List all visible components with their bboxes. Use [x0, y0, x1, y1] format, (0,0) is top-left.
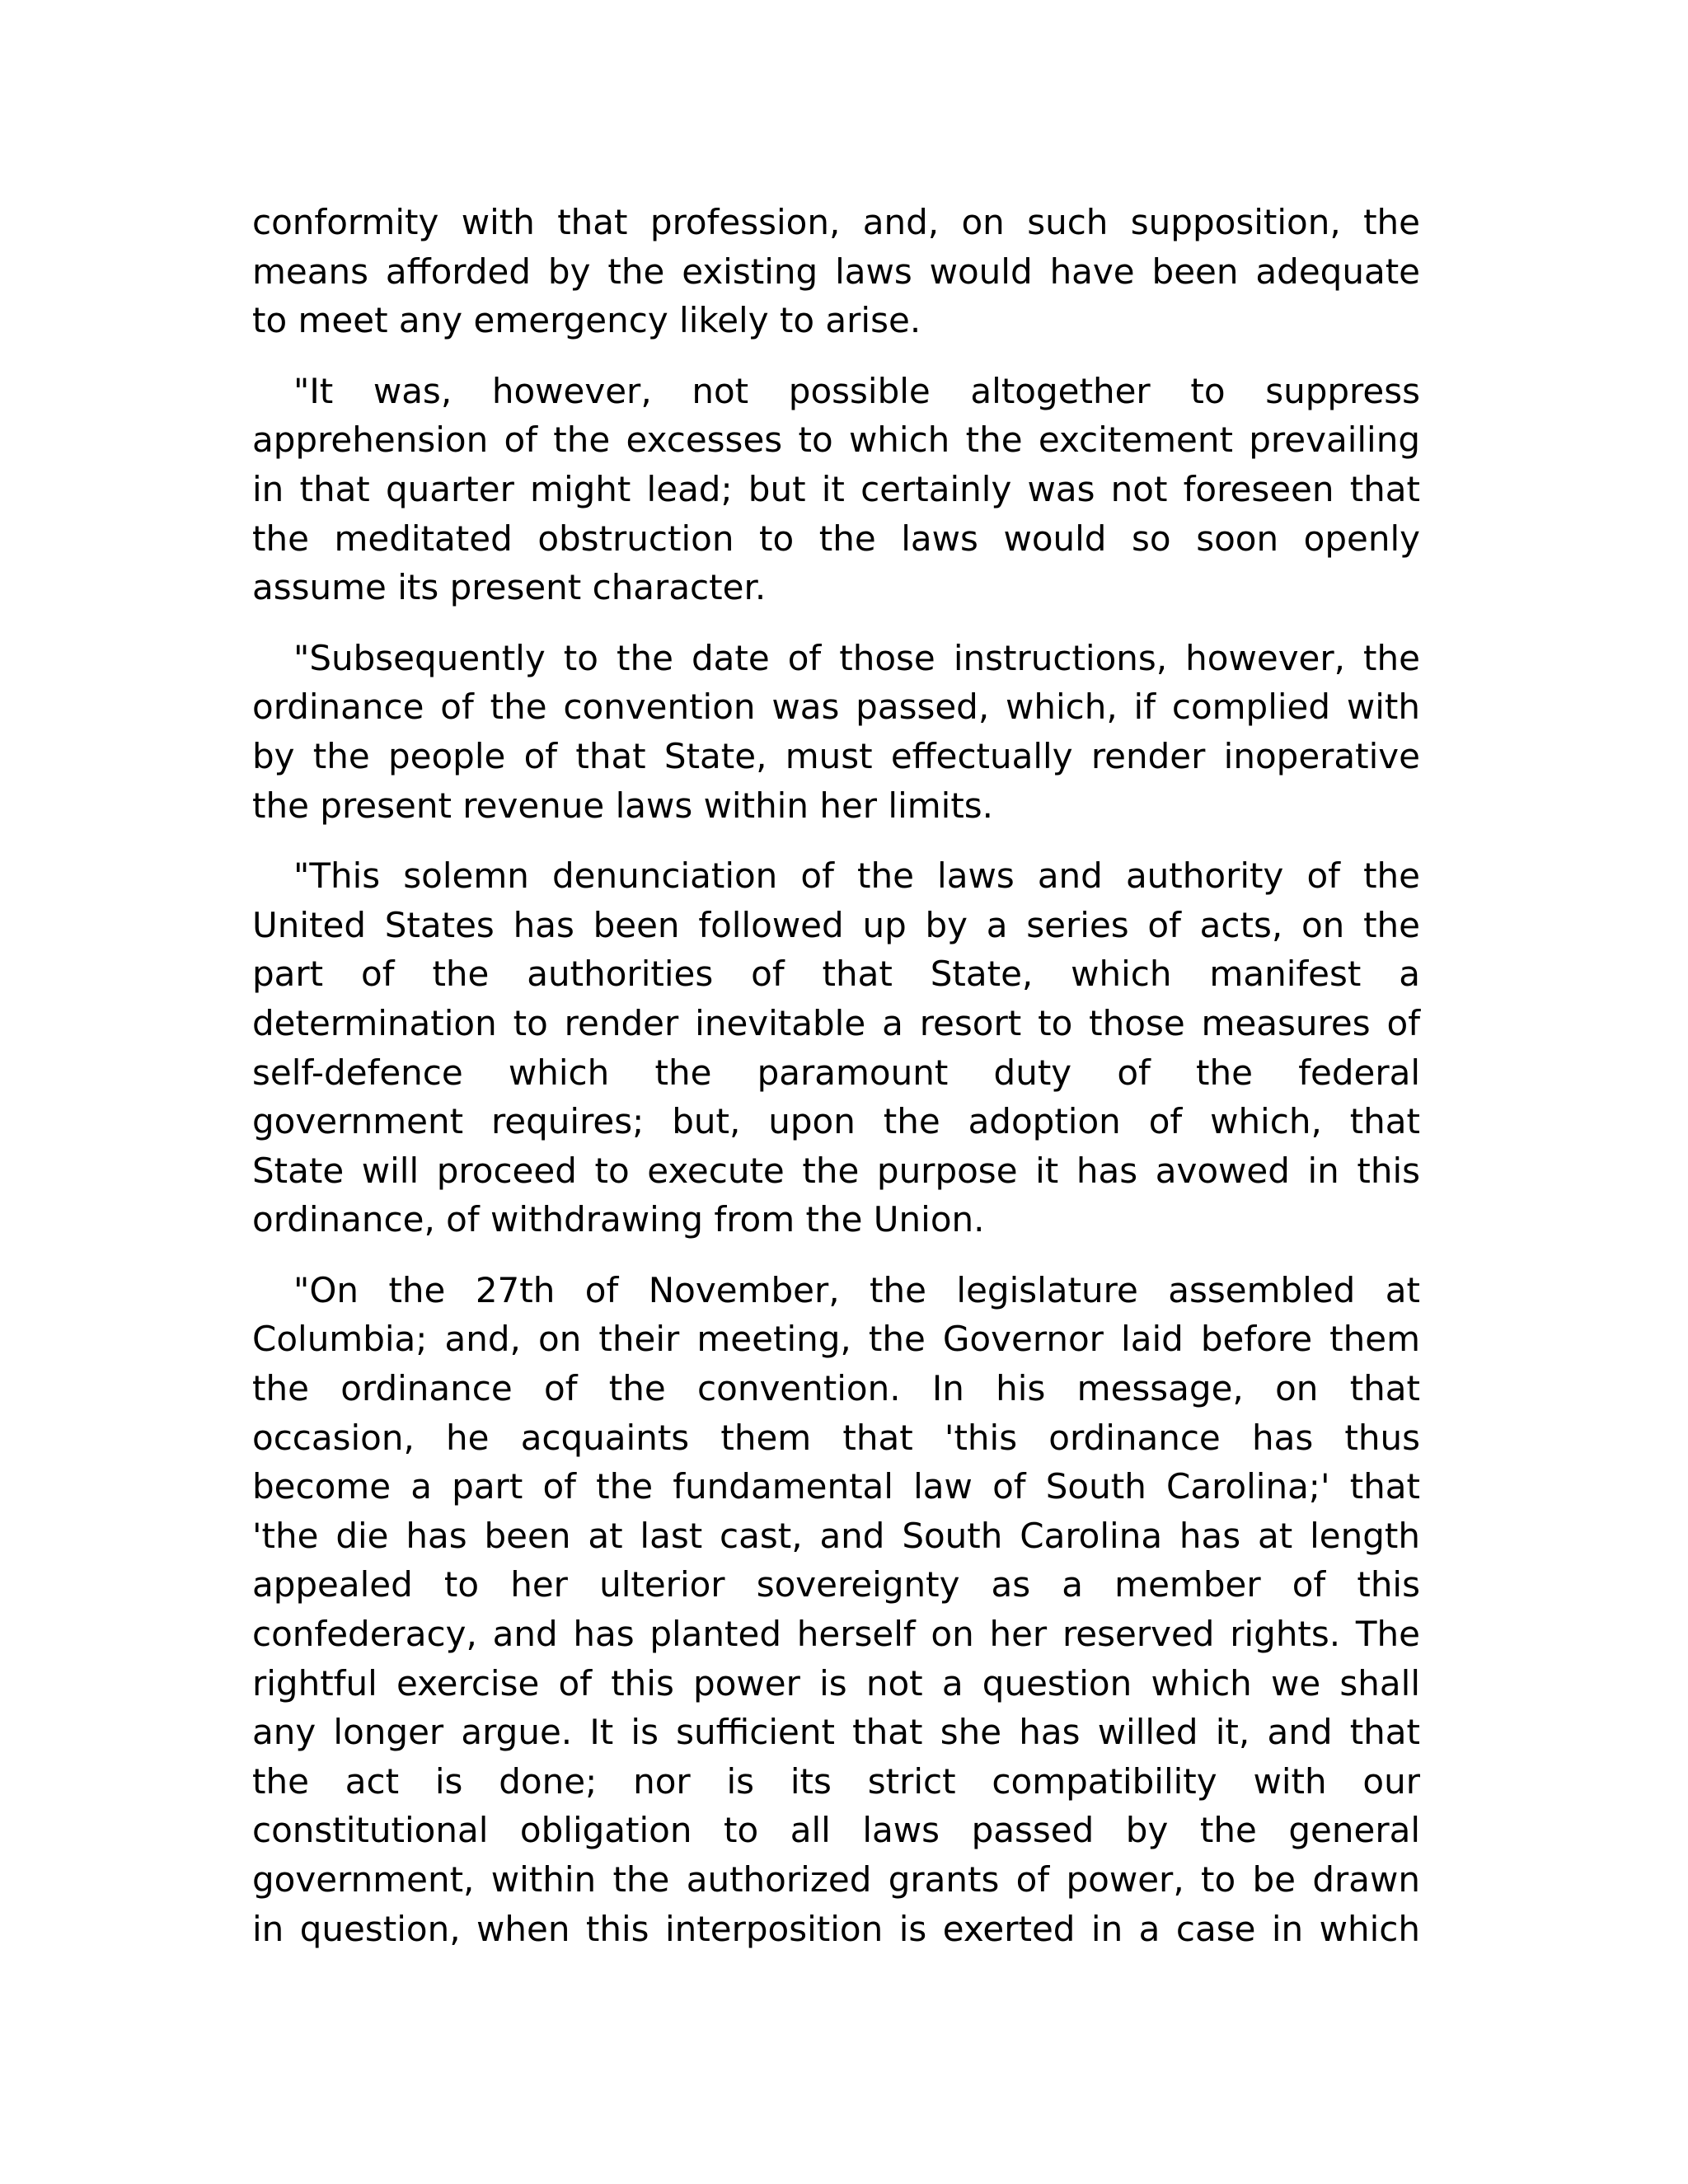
- paragraph: [252, 1266, 1420, 1953]
- text-line: constitutional obligation to all laws passed by the general: [252, 1810, 1420, 1851]
- text-line: ordinance, of withdrawing from the Union.: [252, 1199, 985, 1240]
- text-line: "It was, however, not possible altogether to suppress: [293, 370, 1420, 411]
- text-line: "Subsequently to the date of those instructions, however, the: [293, 637, 1420, 678]
- text-line: assume its present character.: [252, 567, 767, 608]
- text-line: to meet any emergency likely to arise.: [252, 300, 921, 341]
- text-line: conformity with that profession, and, on such supposition, the: [252, 202, 1420, 242]
- text-line: Columbia; and, on their meeting, the Governor laid before them: [252, 1319, 1420, 1360]
- document-body: [252, 198, 1420, 1953]
- text-line: government requires; but, upon the adoption of which, that: [252, 1101, 1420, 1142]
- paragraph: [252, 367, 1420, 612]
- text-line: rightful exercise of this power is not a question which we shall: [252, 1662, 1420, 1704]
- text-line: "This solemn denunciation of the laws and authority of the: [293, 855, 1420, 897]
- text-line: determination to render inevitable a resort to those measures of: [252, 1002, 1420, 1043]
- text-line: means afforded by the existing laws would have been adequate: [252, 251, 1420, 292]
- text-line: become a part of the fundamental law of South Carolina;' that: [252, 1466, 1420, 1507]
- text-line: the act is done; nor is its strict compatibility with our: [252, 1760, 1420, 1802]
- text-line: "On the 27th of November, the legislature assembled at: [293, 1269, 1420, 1310]
- text-line: self-defence which the paramount duty of the federal: [252, 1052, 1420, 1093]
- text-line: appealed to her ulterior sovereignty as a member of this: [252, 1564, 1420, 1605]
- text-line: the present revenue laws within her limits.: [252, 785, 994, 826]
- text-line: by the people of that State, must effectually render inoperative: [252, 735, 1420, 776]
- text-line: the ordinance of the convention. In his message, on that: [252, 1368, 1420, 1409]
- text-line: United States has been followed up by a series of acts, on the: [252, 904, 1420, 945]
- text-line: the meditated obstruction to the laws would so soon openly: [252, 518, 1420, 559]
- text-line: ordinance of the convention was passed, which, if complied with: [252, 687, 1420, 728]
- text-line: in that quarter might lead; but it certainly was not foreseen that: [252, 468, 1420, 509]
- text-line: part of the authorities of that State, which manifest a: [252, 954, 1420, 995]
- paragraph: [252, 634, 1420, 830]
- paragraph: [252, 198, 1420, 345]
- text-line: any longer argue. It is sufficient that she has willed it, and that: [252, 1712, 1420, 1753]
- text-line: State will proceed to execute the purpose it has avowed in this: [252, 1150, 1420, 1191]
- text-line: government, within the authorized grants of power, to be drawn: [252, 1859, 1420, 1900]
- text-line: occasion, he acquaints them that 'this ordinance has thus: [252, 1417, 1420, 1458]
- text-line: apprehension of the excesses to which the excitement prevailing: [252, 419, 1420, 461]
- text-line: confederacy, and has planted herself on her reserved rights. The: [252, 1614, 1420, 1655]
- text-line: in question, when this interposition is exerted in a case in which: [252, 1908, 1420, 1949]
- text-line: 'the die has been at last cast, and South Carolina has at length: [252, 1515, 1420, 1556]
- paragraph: [252, 851, 1420, 1244]
